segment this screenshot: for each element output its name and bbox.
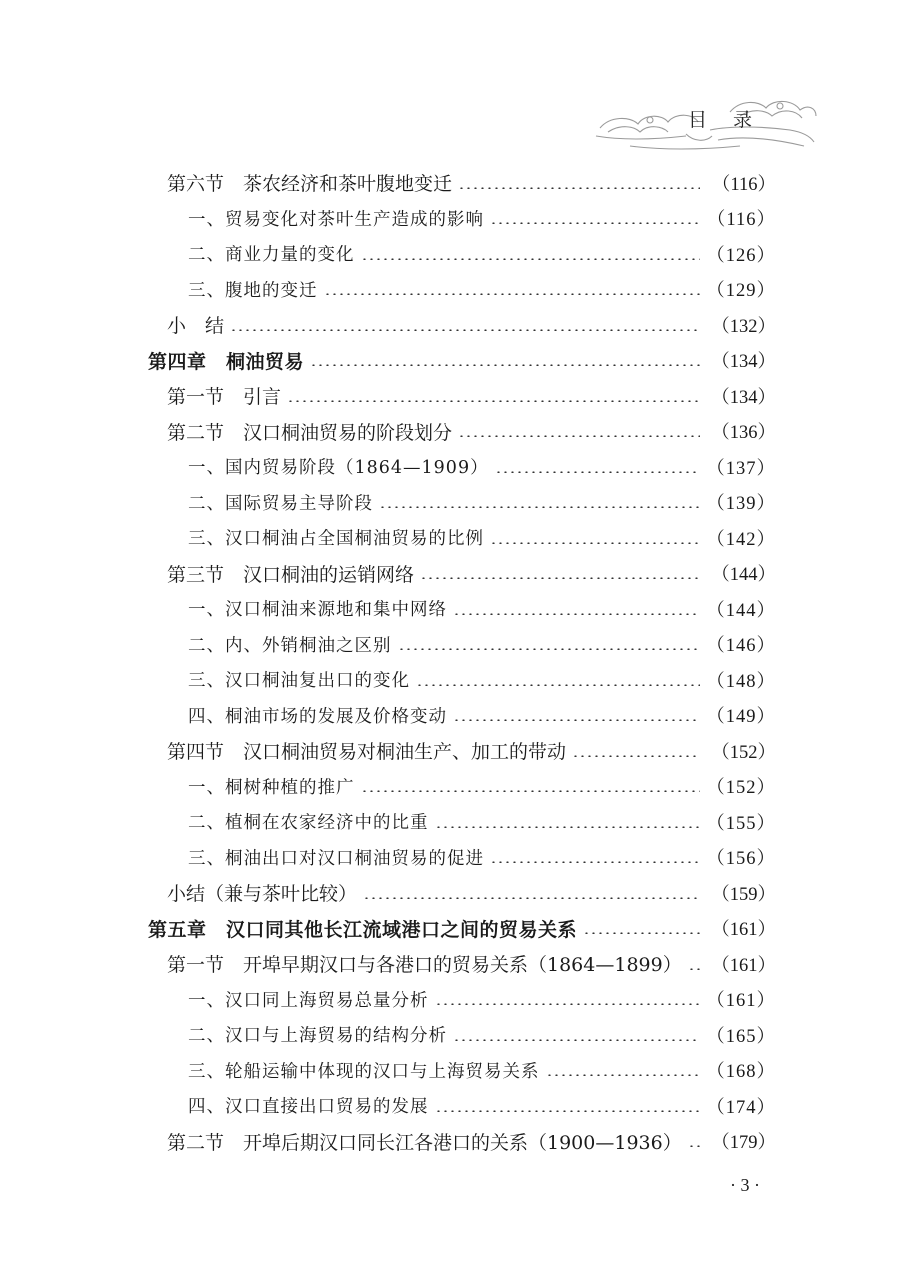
toc-entry-page-number: （132） bbox=[711, 316, 776, 337]
dot-leader bbox=[435, 1110, 701, 1112]
toc-entry-page-number: （161） bbox=[706, 991, 776, 1011]
toc-entry-page-number: （116） bbox=[706, 210, 776, 230]
toc-entry-title: 三、轮船运输中体现的汉口与上海贸易关系 bbox=[188, 1061, 540, 1082]
dot-leader bbox=[435, 1003, 701, 1005]
toc-entry-subsection[interactable] bbox=[0, 664, 900, 700]
dot-leader bbox=[310, 364, 700, 366]
toc-entry-title: 第五章 汉口同其他长江流域港口之间的贸易关系 bbox=[148, 918, 578, 941]
dot-leader bbox=[583, 932, 700, 934]
toc-entry-page-number: （156） bbox=[706, 849, 776, 869]
dot-leader bbox=[363, 897, 700, 899]
dot-leader bbox=[453, 1039, 700, 1041]
toc-entry-title: 二、汉口与上海贸易的结构分析 bbox=[188, 1026, 447, 1046]
toc-entry-title: 四、汉口直接出口贸易的发展 bbox=[188, 1097, 429, 1117]
dot-leader bbox=[420, 577, 700, 579]
dot-leader bbox=[379, 506, 700, 508]
toc-entry-title: 三、桐油出口对汉口桐油贸易的促进 bbox=[188, 848, 484, 869]
toc-entry-subsection[interactable] bbox=[0, 984, 900, 1020]
toc-entry-title: 第四节 汉口桐油贸易对桐油生产、加工的带动 bbox=[167, 741, 567, 764]
toc-entry-page-number: （144） bbox=[711, 565, 776, 585]
dot-leader bbox=[435, 826, 701, 828]
toc-entry-page-number: （149） bbox=[706, 707, 776, 727]
toc-entry-page-number: （161） bbox=[711, 955, 776, 976]
toc-entry-title: 第二节 汉口桐油贸易的阶段划分 bbox=[167, 421, 453, 444]
toc-entry-title: 第六节 茶农经济和茶叶腹地变迁 bbox=[167, 173, 453, 196]
dot-leader bbox=[490, 861, 700, 863]
toc-entry-page-number: （116） bbox=[711, 174, 776, 195]
toc-entry-section[interactable] bbox=[0, 948, 900, 984]
toc-entry-title: 一、汉口同上海贸易总量分析 bbox=[188, 990, 429, 1011]
toc-entry-subsection[interactable] bbox=[0, 238, 900, 274]
toc-entry-page-number: （144） bbox=[706, 600, 776, 621]
toc-entry-title: 四、桐油市场的发展及价格变动 bbox=[188, 706, 447, 727]
toc-entry-subsection[interactable] bbox=[0, 522, 900, 558]
toc-entry-page-number: （126） bbox=[706, 245, 776, 266]
toc-entry-subsection[interactable] bbox=[0, 1019, 900, 1055]
toc-entry-section[interactable] bbox=[0, 877, 900, 913]
toc-entry-chapter[interactable] bbox=[0, 345, 900, 381]
table-of-contents bbox=[0, 167, 900, 1161]
toc-entry-page-number: （137） bbox=[706, 458, 776, 479]
toc-entry-title: 二、内、外销桐油之区别 bbox=[188, 635, 392, 656]
toc-entry-title: 第三节 汉口桐油的运销网络 bbox=[167, 563, 415, 586]
toc-entry-page-number: （161） bbox=[711, 920, 776, 940]
toc-entry-page-number: （168） bbox=[706, 1062, 776, 1082]
toc-entry-title: 三、腹地的变迁 bbox=[188, 280, 318, 301]
dot-leader bbox=[458, 435, 700, 437]
toc-entry-title: 小 结 bbox=[167, 315, 225, 338]
dot-leader bbox=[490, 222, 700, 224]
toc-entry-title: 一、国内贸易阶段（1864—1909） bbox=[188, 458, 489, 478]
toc-entry-title: 一、汉口桐油来源地和集中网络 bbox=[188, 600, 447, 620]
page-number: · 3 · bbox=[730, 1175, 760, 1195]
dot-leader bbox=[688, 968, 700, 970]
toc-entry-subsection[interactable] bbox=[0, 629, 900, 665]
toc-entry-page-number: （165） bbox=[706, 1026, 776, 1047]
toc-entry-page-number: （136） bbox=[711, 423, 776, 443]
toc-entry-subsection[interactable] bbox=[0, 771, 900, 807]
toc-entry-subsection[interactable] bbox=[0, 487, 900, 523]
toc-entry-section[interactable] bbox=[0, 735, 900, 771]
toc-entry-subsection[interactable] bbox=[0, 700, 900, 736]
toc-entry-subsection[interactable] bbox=[0, 1090, 900, 1126]
toc-entry-title: 小结（兼与茶叶比较） bbox=[167, 883, 358, 906]
dot-leader bbox=[458, 187, 700, 189]
toc-entry-title: 一、桐树种植的推广 bbox=[188, 777, 355, 798]
dot-leader bbox=[688, 1145, 700, 1147]
toc-entry-chapter[interactable] bbox=[0, 913, 900, 949]
toc-entry-page-number: （148） bbox=[706, 671, 776, 692]
dot-leader bbox=[287, 400, 700, 402]
toc-entry-section[interactable] bbox=[0, 1126, 900, 1162]
toc-entry-title: 三、汉口桐油占全国桐油贸易的比例 bbox=[188, 529, 484, 549]
toc-entry-page-number: （129） bbox=[706, 281, 776, 301]
toc-entry-subsection[interactable] bbox=[0, 593, 900, 629]
running-header bbox=[590, 90, 820, 160]
toc-entry-page-number: （159） bbox=[711, 884, 776, 905]
dot-leader bbox=[490, 542, 700, 544]
toc-entry-page-number: （146） bbox=[706, 636, 776, 656]
dot-leader bbox=[230, 329, 700, 331]
dot-leader bbox=[453, 613, 700, 615]
toc-entry-page-number: （139） bbox=[706, 494, 776, 514]
toc-entry-subsection[interactable] bbox=[0, 451, 900, 487]
toc-entry-section[interactable] bbox=[0, 380, 900, 416]
dot-leader bbox=[453, 719, 700, 721]
toc-entry-subsection[interactable] bbox=[0, 842, 900, 878]
toc-entry-page-number: （134） bbox=[711, 387, 776, 408]
toc-entry-subsection[interactable] bbox=[0, 806, 900, 842]
dot-leader bbox=[324, 293, 701, 295]
toc-entry-page-number: （142） bbox=[706, 529, 776, 550]
toc-entry-page-number: （155） bbox=[706, 813, 776, 834]
toc-entry-title: 三、汉口桐油复出口的变化 bbox=[188, 671, 410, 691]
toc-entry-subsection[interactable] bbox=[0, 203, 900, 239]
toc-entry-title: 第一节 开埠早期汉口与各港口的贸易关系（1864—1899） bbox=[167, 954, 682, 977]
toc-entry-title: 第四章 桐油贸易 bbox=[148, 350, 305, 373]
toc-entry-page-number: （179） bbox=[711, 1133, 776, 1153]
dot-leader bbox=[361, 790, 701, 792]
toc-entry-title: 第二节 开埠后期汉口同长江各港口的关系（1900—1936） bbox=[167, 1131, 682, 1154]
toc-entry-page-number: （174） bbox=[706, 1097, 776, 1118]
toc-entry-section[interactable] bbox=[0, 558, 900, 594]
toc-entry-section[interactable] bbox=[0, 167, 900, 203]
dot-leader bbox=[398, 648, 701, 650]
toc-entry-page-number: （152） bbox=[706, 778, 776, 798]
toc-entry-section[interactable] bbox=[0, 309, 900, 345]
toc-entry-section[interactable] bbox=[0, 416, 900, 452]
toc-entry-subsection[interactable] bbox=[0, 1055, 900, 1091]
toc-entry-title: 一、贸易变化对茶叶生产造成的影响 bbox=[188, 209, 484, 230]
toc-entry-title: 二、商业力量的变化 bbox=[188, 245, 355, 265]
toc-entry-title: 二、国际贸易主导阶段 bbox=[188, 493, 373, 514]
dot-leader bbox=[361, 258, 701, 260]
dot-leader bbox=[572, 755, 700, 757]
header-title: 目录 bbox=[688, 109, 779, 131]
toc-entry-title: 第一节 引言 bbox=[167, 386, 282, 409]
toc-entry-subsection[interactable] bbox=[0, 274, 900, 310]
toc-entry-page-number: （134） bbox=[711, 352, 776, 372]
dot-leader bbox=[546, 1074, 701, 1076]
dot-leader bbox=[495, 471, 700, 473]
dot-leader bbox=[416, 684, 700, 686]
toc-entry-title: 二、植桐在农家经济中的比重 bbox=[188, 813, 429, 833]
toc-entry-page-number: （152） bbox=[711, 742, 776, 763]
